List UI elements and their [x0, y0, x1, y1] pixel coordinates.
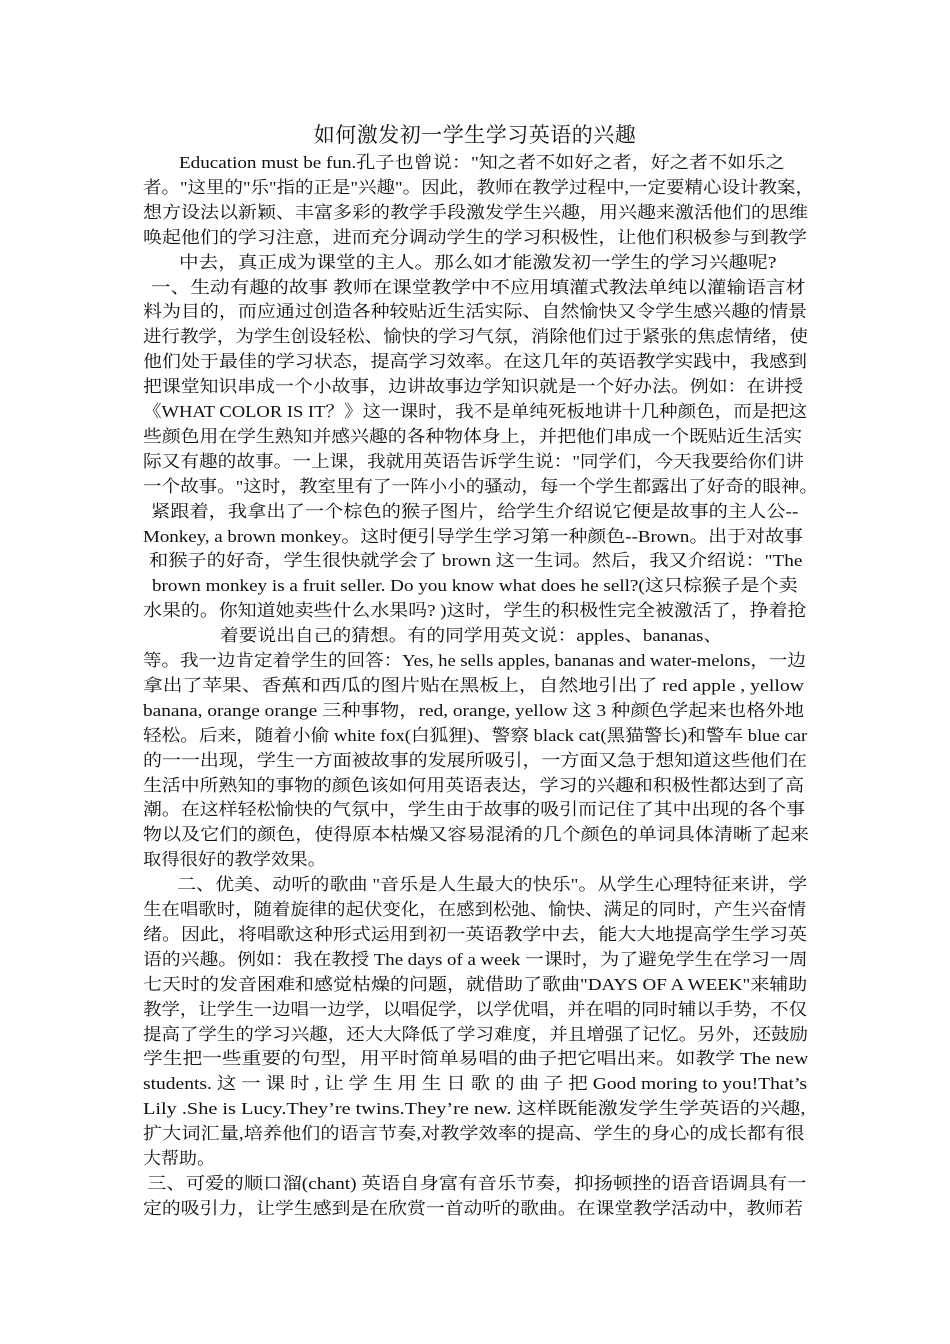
document-title: 如何激发初一学生学习英语的兴趣 [313, 123, 637, 147]
text-line: 学生把一些重要的句型，用平时简单易唱的曲子把它唱出来。如教学 The new [143, 1049, 809, 1069]
text-line: 二、优美、动听的歌曲 "音乐是人生最大的快乐"。从学生心理特征来讲，学 [177, 875, 808, 895]
text-line: Education must be fun.孔子也曾说："知之者不如好之者，好之者不如乐之 [179, 153, 785, 172]
text-line: 中去，真正成为课堂的主人。那么如才能激发初一学生的学习兴趣呢? [179, 252, 777, 272]
text-line: 大帮助。 [143, 1149, 215, 1168]
text-line: 一、生动有趣的故事 教师在课堂教学中不应用填灌式教法单纯以灌输语言材 [151, 277, 806, 297]
text-line: 进行教学，为学生创设轻松、愉快的学习气氛，消除他们过于紧张的焦虑情绪，使 [143, 327, 808, 347]
text-line: 物以及它们的颜色，使得原本枯燥又容易混淆的几个颜色的单词具体清晰了起来 [143, 825, 809, 845]
text-line: 三、可爱的顺口溜(chant) 英语自身富有音乐节奏，抑扬顿挫的语音语调具有一 [147, 1173, 807, 1193]
text-line: 教学，让学生一边唱一边学，以唱促学，以学优唱，并在唱的同时辅以手势，不仅 [143, 999, 808, 1019]
text-line: 轻松。后来，随着小偷 white fox(白狐狸)、警察 black cat(黑猫警长)和警车 blue car [143, 725, 808, 745]
text-line: 七天时的发音困难和感觉枯燥的问题，就借助了歌曲"DAYS OF A WEEK"来辅助 [143, 974, 808, 994]
text-line: 的一一出现，学生一方面被故事的发展所吸引，一方面又急于想知道这些他们在 [143, 750, 808, 770]
text-line: banana, orange orange 三种事物，red, orange, yellow 这 3 种颜色学起来也格外地 [143, 700, 805, 720]
text-line: 等。我一边肯定着学生的回答：Yes, he sells apples, bananas and water-melons，一边 [143, 651, 806, 670]
text-line: 些颜色用在学生熟知并感兴趣的各种物体身上，并把他们串成一个既贴近生活实 [143, 426, 803, 446]
text-line: 把课堂知识串成一个小故事，边讲故事边学知识就是一个好办法。例如：在讲授 [143, 377, 803, 397]
text-line: 生在唱歌时，随着旋律的起伏变化，在感到松弛、愉快、满足的同时，产生兴奋情 [143, 900, 806, 919]
text-line: brown monkey is a fruit seller. Do you know what does he sell?(这只棕猴子是个卖 [152, 576, 798, 596]
text-line: 一个故事。"这时，教室里有了一阵小小的骚动，每一个学生都露出了好奇的眼神。 [143, 476, 818, 496]
text-line: 《WHAT COLOR IS IT？》这一课时，我不是单纯死板地讲十几种颜色，而是把这 [143, 402, 808, 421]
text-line: 语的兴趣。例如：我在教授 The days of a week 一课时，为了避免学生在学习一周 [143, 949, 808, 969]
text-line: 绪。因此，将唱歌这种形式运用到初一英语教学中去，能大大地提高学生学习英 [143, 924, 808, 944]
text-line: 他们处于最佳的学习状态，提高学习效率。在这几年的英语教学实践中，我感到 [143, 352, 808, 372]
text-line: students. 这 一 课 时 , 让 学 生 用 生 日 歌 的 曲 子 把 Good moring to you!That’s [143, 1074, 807, 1094]
text-line: 和猴子的好奇，学生很快就学会了 brown 这一生词。然后，我又介绍说："The [149, 551, 803, 571]
text-line: 提高了学生的学习兴趣，还大大降低了学习难度，并且增强了记忆。另外，还鼓励 [143, 1024, 808, 1044]
text-line: 料为目的，而应通过创造各种较贴近生活实际、自然愉快又令学生感兴趣的情景 [143, 302, 808, 322]
text-line: 际又有趣的故事。一上课，我就用英语告诉学生说："同学们，今天我要给你们讲 [143, 451, 804, 471]
text-line: 拿出了苹果、香蕉和西瓜的图片贴在黑板上，自然地引出了 red apple , yellow [143, 675, 805, 695]
text-line: 紧跟着，我拿出了一个棕色的猴子图片，给学生介绍说它便是故事的主人公-- [151, 501, 799, 521]
text-line: 着要说出自己的猜想。有的同学用英文说：apples、bananas、 [220, 626, 723, 646]
text-line: 想方设法以新颖、丰富多彩的教学手段激发学生兴趣，用兴趣来激活他们的思维 [143, 202, 808, 222]
text-line: Lily .She is Lucy.They’re twins.They’re new. 这样既能激发学生学英语的兴趣, [143, 1099, 806, 1119]
text-line: 扩大词汇量,培养他们的语言节奏,对教学效率的提高、学生的身心的成长都有很 [143, 1124, 805, 1144]
text-line: 潮。在这样轻松愉快的气氛中，学生由于故事的吸引而记住了其中出现的各个事 [143, 800, 805, 820]
text-line: 生活中所熟知的事物的颜色该如何用英语表达，学习的兴趣和积极性都达到了高 [143, 775, 804, 795]
text-line: 取得很好的教学效果。 [143, 850, 327, 870]
text-line: 定的吸引力，让学生感到是在欣赏一首动听的歌曲。在课堂教学活动中，教师若 [143, 1198, 803, 1218]
text-line: 者。"这里的"乐"指的正是"兴趣"。因此，教师在教学过程中,一定要精心设计教案， [143, 177, 814, 197]
text-line: 水果的。你知道她卖些什么水果吗? )这时，学生的积极性完全被激活了，挣着抢 [143, 601, 807, 621]
text-line: Monkey, a brown monkey。这时便引导学生学习第一种颜色--Brown。出于对故事 [143, 526, 803, 546]
text-line: 唤起他们的学习注意，进而充分调动学生的学习积极性，让他们积极参与到教学 [143, 227, 808, 247]
